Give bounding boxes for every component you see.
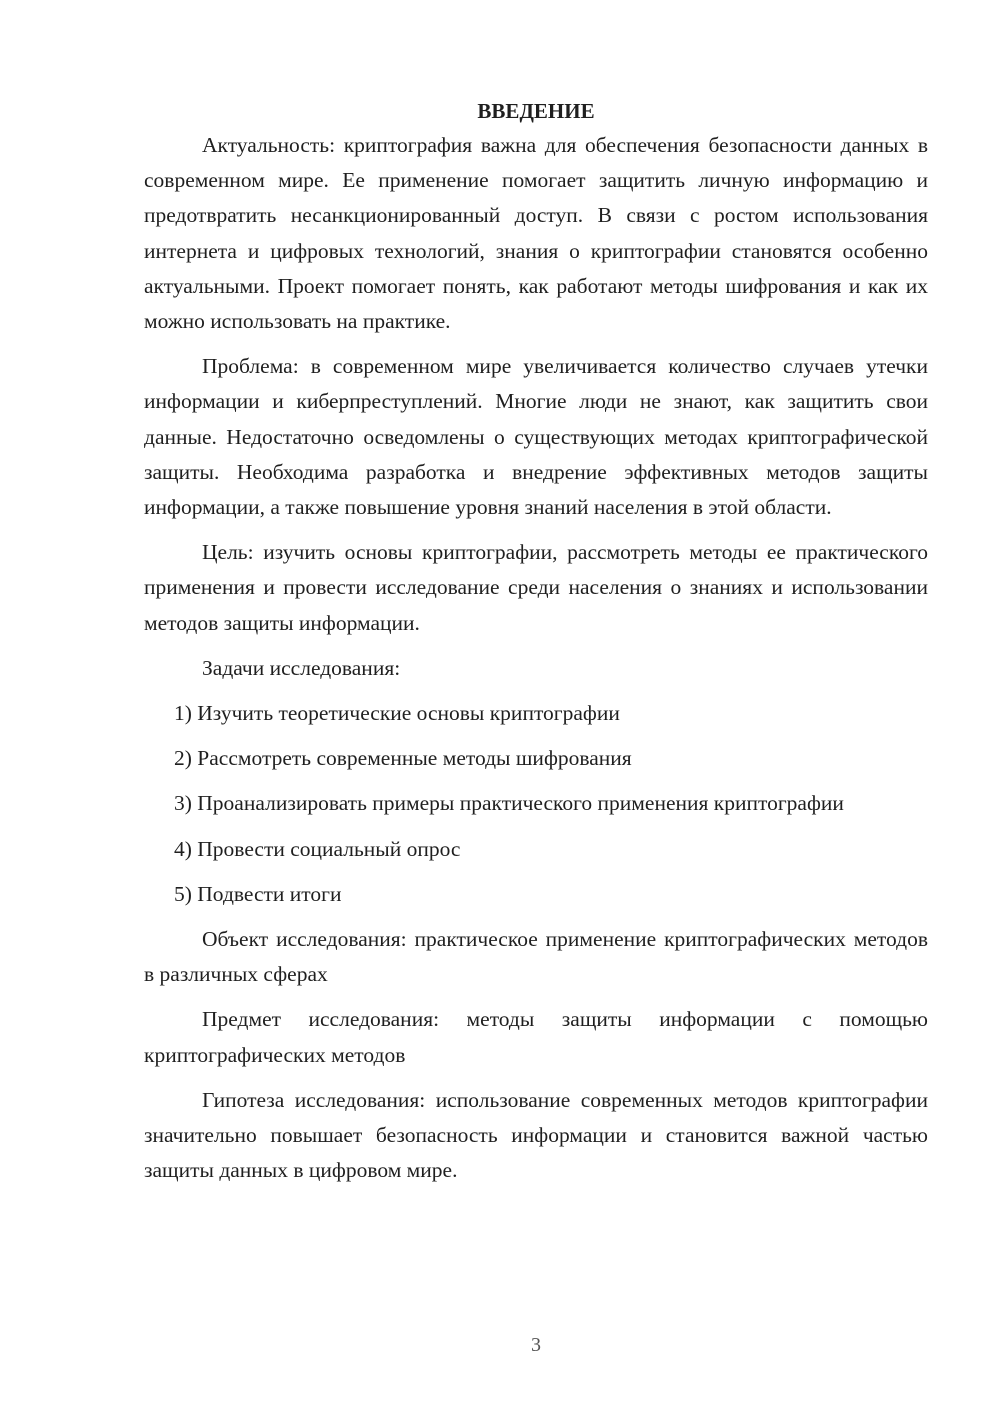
paragraph-hypothesis: Гипотеза исследования: использование современных методов криптографии значительно повышает безопасность информации и становится важной частью защиты данных в цифровом мире. bbox=[144, 1087, 928, 1183]
paragraph-object: Объект исследования: практическое применение криптографических методов в различных сферах bbox=[144, 927, 928, 987]
document-page bbox=[144, 94, 928, 1198]
task-item-4: 4) Провести социальный опрос bbox=[174, 836, 461, 861]
task-item-3: 3) Проанализировать примеры практического применения криптографии bbox=[174, 791, 844, 816]
paragraph-relevance: Актуальность: криптография важна для обеспечения безопасности данных в современном мире. Ее применение помогает защитить личную информацию и предотвратить несанкционированный доступ. В связи с ростом использования интернета и цифровых технологий, знания о криптографии становятся особенно актуальными. Проект помогает понять, как работают методы шифрования и как их можно использовать на практике. bbox=[144, 133, 928, 334]
task-item-1: 1) Изучить теоретические основы криптографии bbox=[174, 701, 620, 726]
tasks-heading: Задачи исследования: bbox=[202, 655, 401, 680]
paragraph-subject: Предмет исследования: методы защиты информации с помощью криптографических методов bbox=[144, 1007, 928, 1067]
paragraph-goal: Цель: изучить основы криптографии, рассмотреть методы ее практического применения и провести исследование среди населения о знаниях и использовании методов защиты информации. bbox=[144, 540, 928, 635]
page-number: 3 bbox=[531, 1334, 541, 1356]
task-item-2: 2) Рассмотреть современные методы шифрования bbox=[174, 746, 632, 771]
task-item-5: 5) Подвести итоги bbox=[174, 881, 342, 906]
page-title: ВВЕДЕНИЕ bbox=[477, 99, 595, 123]
paragraph-problem: Проблема: в современном мире увеличивается количество случаев утечки информации и киберпреступлений. Многие люди не знают, как защитить свои данные. Недостаточно осведомлены о существующих методах криптографической защиты. Необходима разработка и внедрение эффективных методов защиты информации, а также повышение уровня знаний населения в этой области. bbox=[144, 354, 928, 520]
